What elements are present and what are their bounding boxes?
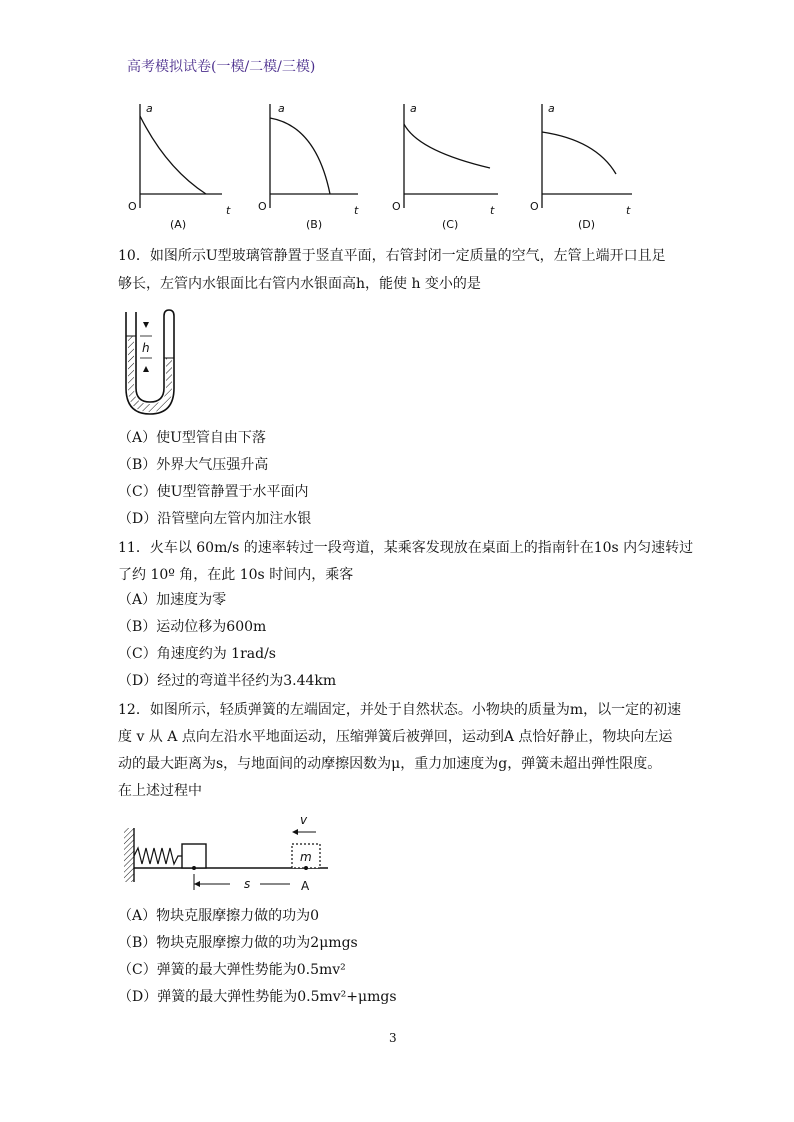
- graph-b: [270, 104, 358, 208]
- graph-c: [404, 104, 498, 208]
- distance-s-label: s: [244, 877, 251, 891]
- graph-a-yaxis: a: [146, 102, 153, 115]
- q12-line-3: 动的最大距离为s，与地面间的动摩擦因数为μ，重力加速度为g，弹簧未超出弹性限度。: [118, 756, 662, 772]
- graph-b-xaxis: t: [354, 204, 359, 217]
- graph-a-xaxis: t: [226, 204, 231, 217]
- q11-option-d: （D）经过的弯道半径约为3.44km: [118, 673, 337, 689]
- graph-d-label: (D): [578, 218, 596, 231]
- point-a-label: A: [301, 879, 310, 893]
- q12-option-d: （D）弹簧的最大弹性势能为0.5mv²+μmgs: [118, 989, 397, 1005]
- q10-line-1: 10．如图所示U型玻璃管静置于竖直平面，右管封闭一定质量的空气，左管上端开口且足: [118, 248, 666, 264]
- graph-b-origin: O: [258, 200, 267, 213]
- acceleration-graphs: [118, 96, 658, 236]
- page-header: 高考模拟试卷(一模/二模/三模): [127, 59, 316, 75]
- graph-d: [542, 104, 632, 208]
- q10-option-c: （C）使U型管静置于水平面内: [118, 484, 309, 500]
- q10-line-2: 够长，左管内水银面比右管内水银面高h，能使 h 变小的是: [118, 276, 481, 292]
- graph-c-label: (C): [442, 218, 459, 231]
- graph-d-xaxis: t: [626, 204, 631, 217]
- graph-c-yaxis: a: [410, 102, 417, 115]
- page-number: 3: [389, 1031, 397, 1045]
- graph-d-origin: O: [530, 200, 539, 213]
- q11-option-c: （C）角速度约为 1rad/s: [118, 646, 276, 662]
- q10-option-a: （A）使U型管自由下落: [118, 430, 266, 446]
- graph-c-xaxis: t: [490, 204, 495, 217]
- q11-option-b: （B）运动位移为600m: [118, 619, 267, 635]
- graph-d-yaxis: a: [548, 102, 555, 115]
- q12-line-2: 度 v 从 A 点向左沿水平地面运动，压缩弹簧后被弹回，运动到A 点恰好静止，物块向左运: [118, 729, 673, 745]
- graph-a-label: (A): [170, 218, 187, 231]
- graph-a: [140, 104, 222, 208]
- block-m-label: m: [300, 850, 312, 864]
- q11-option-a: （A）加速度为零: [118, 592, 227, 608]
- q12-option-b: （B）物块克服摩擦力做的功为2μmgs: [118, 935, 358, 951]
- q12-option-a: （A）物块克服摩擦力做的功为0: [118, 908, 320, 924]
- q10-option-b: （B）外界大气压强升高: [118, 457, 269, 473]
- q12-option-c: （C）弹簧的最大弹性势能为0.5mv²: [118, 962, 346, 978]
- q12-line-4: 在上述过程中: [118, 783, 202, 799]
- q10-option-d: （D）沿管壁向左管内加注水银: [118, 511, 312, 527]
- spring-block-figure: [120, 808, 340, 900]
- graph-a-origin: O: [128, 200, 137, 213]
- q11-line-2: 了约 10º 角，在此 10s 时间内，乘客: [118, 567, 354, 583]
- graph-b-label: (B): [306, 218, 323, 231]
- graph-c-origin: O: [392, 200, 401, 213]
- graph-b-yaxis: a: [278, 102, 285, 115]
- velocity-label: v: [300, 813, 308, 827]
- u-tube-h-label: h: [142, 341, 150, 355]
- q12-line-1: 12．如图所示，轻质弹簧的左端固定，并处于自然状态。小物块的质量为m，以一定的初速: [118, 702, 682, 718]
- q11-line-1: 11．火车以 60m/s 的速率转过一段弯道，某乘客发现放在桌面上的指南针在10s 内匀速转过: [118, 540, 694, 556]
- u-tube-figure: [118, 308, 188, 420]
